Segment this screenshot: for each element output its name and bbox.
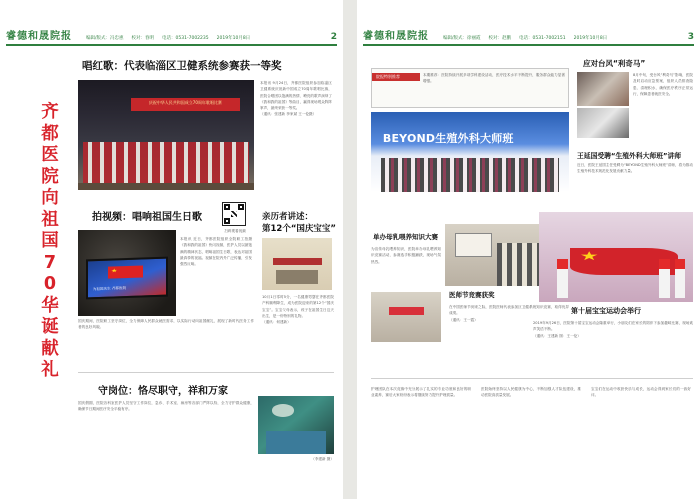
article-lecturer: 近日，医院王延国主任受聘为“BEYOND生殖外科大师班”讲师，将为推动生殖外科技术规范化发展贡献力量。 — [577, 163, 693, 174]
article-doctor-day: 在中国医师节到来之际，医院医师代表参加区卫健系统知识竞赛，取得优异成绩。 （通讯：王一霞） — [449, 305, 569, 322]
vertical-headline: 齐 都 医 院 向 祖 国 7 0 华 诞 献 礼 — [41, 102, 59, 380]
typhoon-photo-1 — [577, 72, 629, 106]
stage-floor — [78, 183, 254, 190]
article-video-col2: 国庆期间，医院职工坚守岗位，全力保障人民群众就医需求，以实际行动向祖国献礼，展现了新时代医务工作者的良好风貌。 — [78, 319, 254, 330]
headline-sports-day: 第十届宝宝运动会举行 — [571, 307, 641, 315]
gutter — [343, 0, 357, 499]
beyond-title: BEYOND生殖外科大师班 — [382, 131, 514, 145]
page-number-right: 3 — [687, 32, 694, 42]
editor: 编辑/版式：冯忠惠 — [86, 36, 124, 41]
headline-national-day-baby: 第12个“国庆宝宝” — [262, 224, 337, 234]
right-masthead — [363, 28, 694, 46]
stage-banner: 庆祝中华人民共和国成立70周年歌唱比赛 — [131, 98, 240, 111]
headline-lecturer: 王延国受聘“生殖外科大师班”讲师 — [577, 152, 682, 160]
sports-day-photo — [539, 212, 693, 302]
left-page — [0, 0, 343, 499]
headline-typhoon: 应对台风“利奇马” — [583, 59, 646, 68]
surgery-caption: （李建新 摄） — [311, 457, 334, 461]
page-meta — [86, 35, 250, 44]
choir — [83, 142, 248, 184]
newspaper-logo-right: 睿德和晟院报 — [363, 31, 429, 42]
headline-breastfeeding: 单办母乳喂养知识大赛 — [373, 233, 438, 241]
headline-video: 拍视频：唱响祖国生日歌 — [92, 212, 202, 223]
flag-icon — [108, 265, 142, 278]
article-typhoon: 8月中旬，受台风“利奇马”影响，医院及时启动应急预案，组织人员排查隐患、清理积水，确保医疗秩序正常运行，保障患者就医安全。 — [633, 73, 693, 96]
page-meta-right: 编辑/版式：徐丽霞 校对：赵鹏 电话：0531-7002151 2019年10月8日 — [443, 36, 608, 41]
award-photo — [371, 292, 441, 342]
article-duty: 国庆假期，医院各科室医护人员坚守工作岗位，急诊、手术室、病房等各部门严阵以待，全力守护群众健康，确保节日期间医疗安全平稳有序。 — [78, 401, 254, 412]
tv-photo — [78, 230, 176, 316]
right-page — [357, 0, 700, 499]
phone: 电话：0531-7002235 — [162, 36, 209, 41]
tv-screen — [86, 256, 168, 298]
date: 2019年10月8日 — [216, 36, 251, 41]
headline-red-song: 唱红歌：代表临淄区卫健系统参赛获一等奖 — [82, 60, 282, 72]
hospital-photo — [262, 238, 332, 290]
headline-witness: 亲历者讲述： — [262, 212, 314, 222]
headline-duty: 守岗位：恪尽职守，祥和万家 — [98, 386, 228, 397]
article-baby: 10月1日零时5分，一名健康男婴在齐都医院产科顺利降生，成为医院迎来的第12个“国庆宝宝”。宝宝父母表示，孩子在祖国生日这天出生，是一份特别的礼物。 （通讯：何建新） — [262, 295, 334, 325]
article-video-col1: 本报讯 近日，齐都医院组织全院职工拍摄《我和我的祖国》快闪视频，医护人员以最饱满的精神状态，唱响祖国生日歌，表达对祖国最真挚的祝福。视频在院内外广泛传播，引发强烈反响。 — [180, 237, 252, 267]
article-breastfeeding: 为宣传母乳喂养知识，医院举办母乳喂养知识竞赛活动，参赛选手积极踊跃，现场气氛热烈。 — [371, 247, 441, 264]
article-sports-day: 2019年9月26日，医院第十届宝宝运动会隆重举行，小朋友们在家长的陪伴下参加趣味比赛，现场欢声笑语不断。 （通讯：王建新 图：王一伦） — [533, 321, 693, 338]
typhoon-photo-2 — [577, 108, 629, 138]
newspaper-logo: 睿德和晟院报 — [6, 31, 72, 42]
bottom-col-2: 医院始终坚持以人民健康为中心，不断加强人才队伍建设，推动医院高质量发展。 — [481, 387, 581, 398]
article-red-song: 本报讯 9月24日，齐都医院组织参加临淄区卫健系统庆祝新中国成立70周年歌唱比赛，医院合唱团以饱满的热情、嘹亮的歌声演绎了《我和我的祖国》等曲目，赢得现场观众阵阵掌声，最终荣获一等奖。 （通讯：张建新 李家斌 王一伦摄） — [260, 81, 332, 117]
bottom-col-3: 宝宝们在运动中收获快乐与成长，运动会得到家长们的一致好评。 — [591, 387, 691, 398]
beyond-photo — [371, 112, 569, 192]
featured-text: 本期推荐：医院持续开展多项学科建设活动，医疗技术水平不断提升，服务群众能力显著增强。 — [423, 73, 565, 84]
tv-screen-text: 为祖国庆生 齐都医院 — [92, 285, 127, 292]
headline-doctor-day: 医师节竞赛获奖 — [449, 291, 495, 299]
proofreader: 校对：春明 — [131, 36, 155, 41]
section-tag: 院报特别推荐 — [372, 73, 420, 81]
surgery-photo — [258, 396, 334, 454]
stage-photo — [78, 80, 254, 190]
page-number: 2 — [330, 32, 337, 42]
bottom-col-1: 护理团队在本次竞赛中充分展示了扎实的专业功底和良好的职业素养，赛后大家纷纷表示将继续努力提升护理质量。 — [371, 387, 471, 398]
left-masthead — [6, 28, 337, 46]
qr-code[interactable] — [222, 202, 246, 226]
qr-caption: 扫码观看视频 — [224, 229, 246, 233]
